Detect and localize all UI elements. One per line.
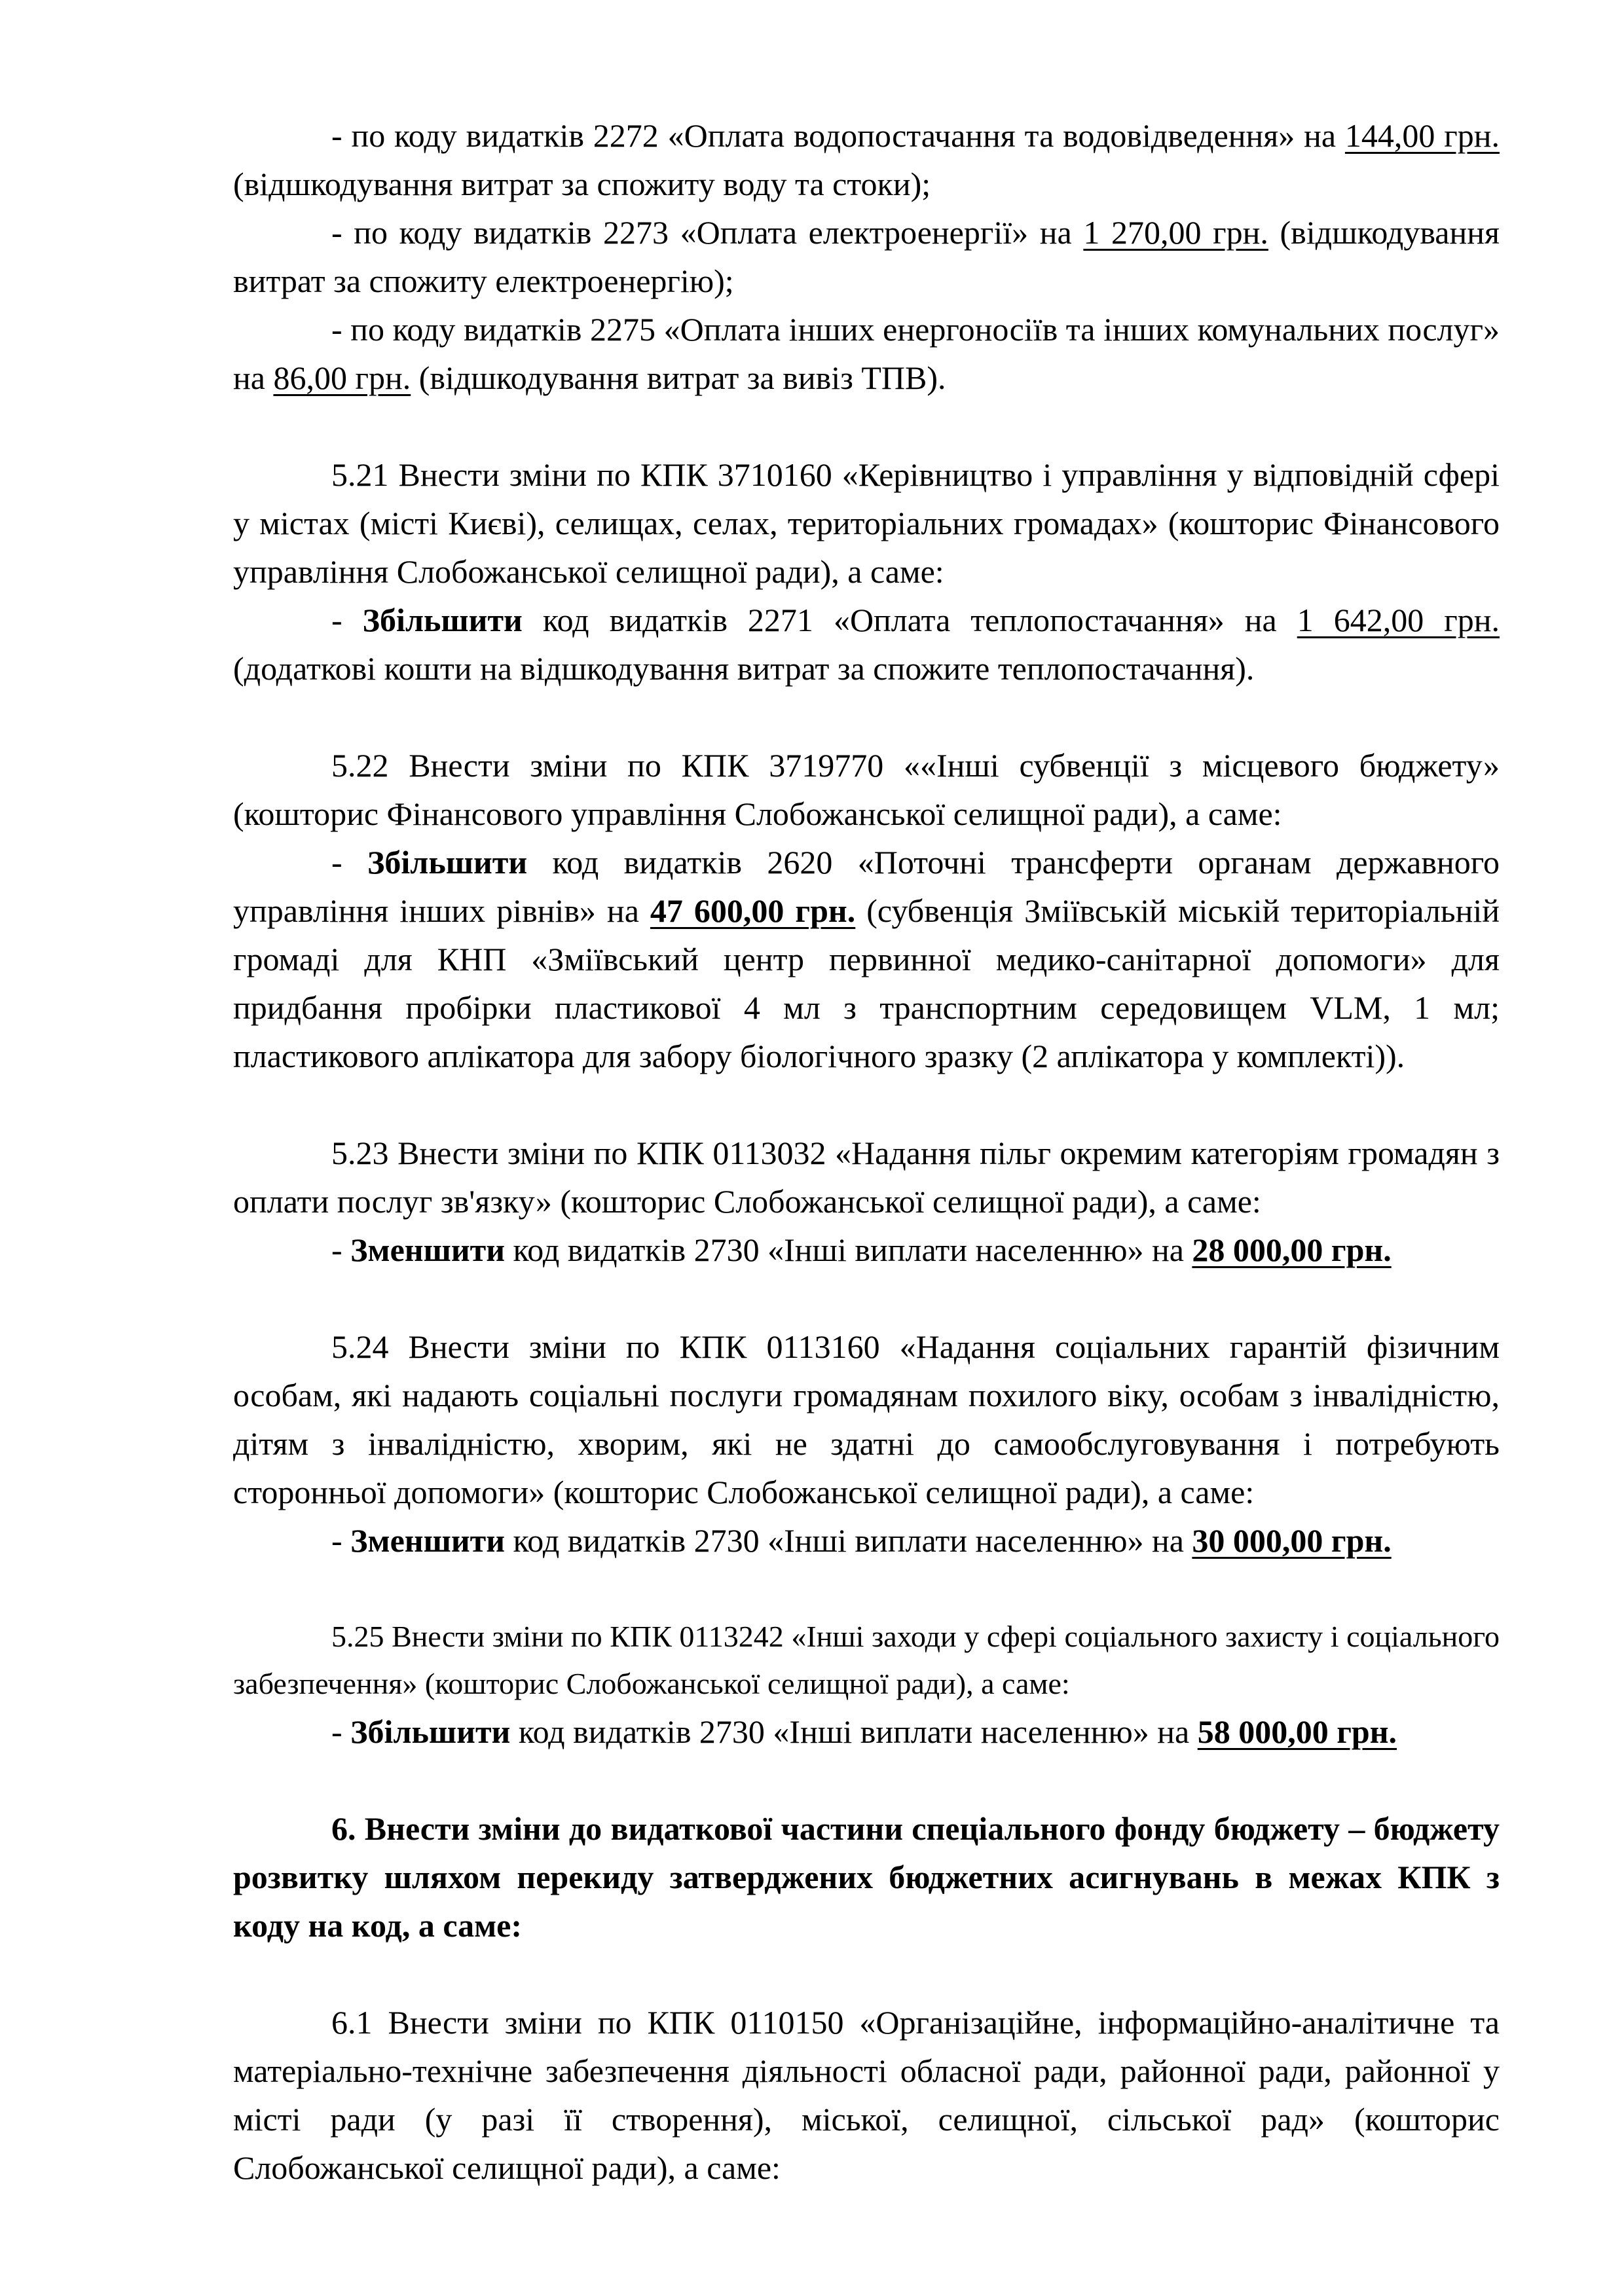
amount: 1 642,00 грн. [1297, 602, 1500, 638]
section-5-25: 5.25 Внести зміни по КПК 0113242 «Інші заходи у сфері соціального захисту і соціального забезпечення» (кошторис Слобожанської селищної ради), а саме: [233, 1620, 1500, 1700]
section-6-heading: 6. Внести зміни до видаткової частини спеціального фонду бюджету – бюджету розвитку шляхом перекиду затверджених бюджетних асигнувань в межах КПК з коду на код, а саме: [233, 1810, 1500, 1944]
document-page [233, 111, 1500, 2192]
paragraph-decrease-2730-a: - Зменшити код видатків 2730 «Інші виплати населенню» на 28 000,00 грн. [331, 1231, 1392, 1268]
paragraph-code-2275: - по коду видатків 2275 «Оплата інших енергоносіїв та інших комунальних послуг» на 86,00 грн. (відшкодування витрат за вивіз ТПВ). [233, 311, 1500, 396]
amount: 30 000,00 грн. [1192, 1522, 1392, 1559]
keyword: Збільшити [350, 1713, 511, 1750]
section-5-24: 5.24 Внести зміни по КПК 0113160 «Надання соціальних гарантій фізичним особам, які надають соціальні послуги громадянам похилого віку, особам з інвалідністю, дітям з інвалідністю, хворим, які не здатні до самообслуговування і потребують сторонньої допомоги» (кошторис Слобожанської селищної ради), а саме: [233, 1328, 1500, 1510]
paragraph-increase-2271: - Збільшити код видатків 2271 «Оплата теплопостачання» на 1 642,00 грн. (додаткові кошти на відшкодування витрат за спожите теплопостачання). [233, 602, 1500, 687]
keyword: Зменшити [350, 1522, 505, 1559]
amount: 28 000,00 грн. [1192, 1231, 1392, 1268]
amount: 86,00 грн. [273, 359, 411, 396]
paragraph-code-2273: - по коду видатків 2273 «Оплата електроенергії» на 1 270,00 грн. (відшкодування витрат за спожиту електроенергію); [233, 214, 1500, 299]
keyword: Збільшити [367, 844, 528, 881]
amount: 58 000,00 грн. [1197, 1713, 1397, 1750]
paragraph-code-2272: - по коду видатків 2272 «Оплата водопостачання та водовідведення» на 144,00 грн. (відшкодування витрат за спожиту воду та стоки); [233, 117, 1500, 202]
keyword: Зменшити [350, 1231, 505, 1268]
section-6-1: 6.1 Внести зміни по КПК 0110150 «Організаційне, інформаційно-аналітичне та матеріально-технічне забезпечення діяльності обласної ради, районної ради, районної у місті ради (у разі її створення), міської, селищної, сільської рад» (кошторис Слобожанської селищної ради), а саме: [233, 2004, 1500, 2186]
keyword: Збільшити [362, 602, 523, 638]
amount: 47 600,00 грн. [650, 892, 856, 929]
amount: 1 270,00 грн. [1083, 214, 1268, 251]
section-5-21: 5.21 Внести зміни по КПК 3710160 «Керівництво і управління у відповідній сфері у містах (місті Києві), селищах, селах, територіальних громадах» (кошторис Фінансового управління Слобожанської селищної ради), а саме: [233, 456, 1500, 590]
paragraph-increase-2620: - Збільшити код видатків 2620 «Поточні трансферти органам державного управління інших рівнів» на 47 600,00 грн. (субвенція Зміївській міській територіальній громаді для КНП «Зміївський центр первинної медико-санітарної допомоги» для придбання пробірки пластикової 4 мл з транспортним середовищем VLM, 1 мл; пластикового аплікатора для забору біологічного зразку (2 аплікатора у комплекті)). [233, 844, 1500, 1074]
section-5-22: 5.22 Внести зміни по КПК 3719770 ««Інші субвенції з місцевого бюджету» (кошторис Фінансового управління Слобожанської селищної ради), а саме: [233, 747, 1500, 832]
paragraph-decrease-2730-b: - Зменшити код видатків 2730 «Інші виплати населенню» на 30 000,00 грн. [331, 1522, 1392, 1559]
section-5-23: 5.23 Внести зміни по КПК 0113032 «Надання пільг окремим категоріям громадян з оплати послуг зв'язку» (кошторис Слобожанської селищної ради), а саме: [233, 1135, 1500, 1220]
paragraph-increase-2730: - Збільшити код видатків 2730 «Інші виплати населенню» на 58 000,00 грн. [331, 1713, 1397, 1750]
amount: 144,00 грн. [1344, 117, 1500, 154]
